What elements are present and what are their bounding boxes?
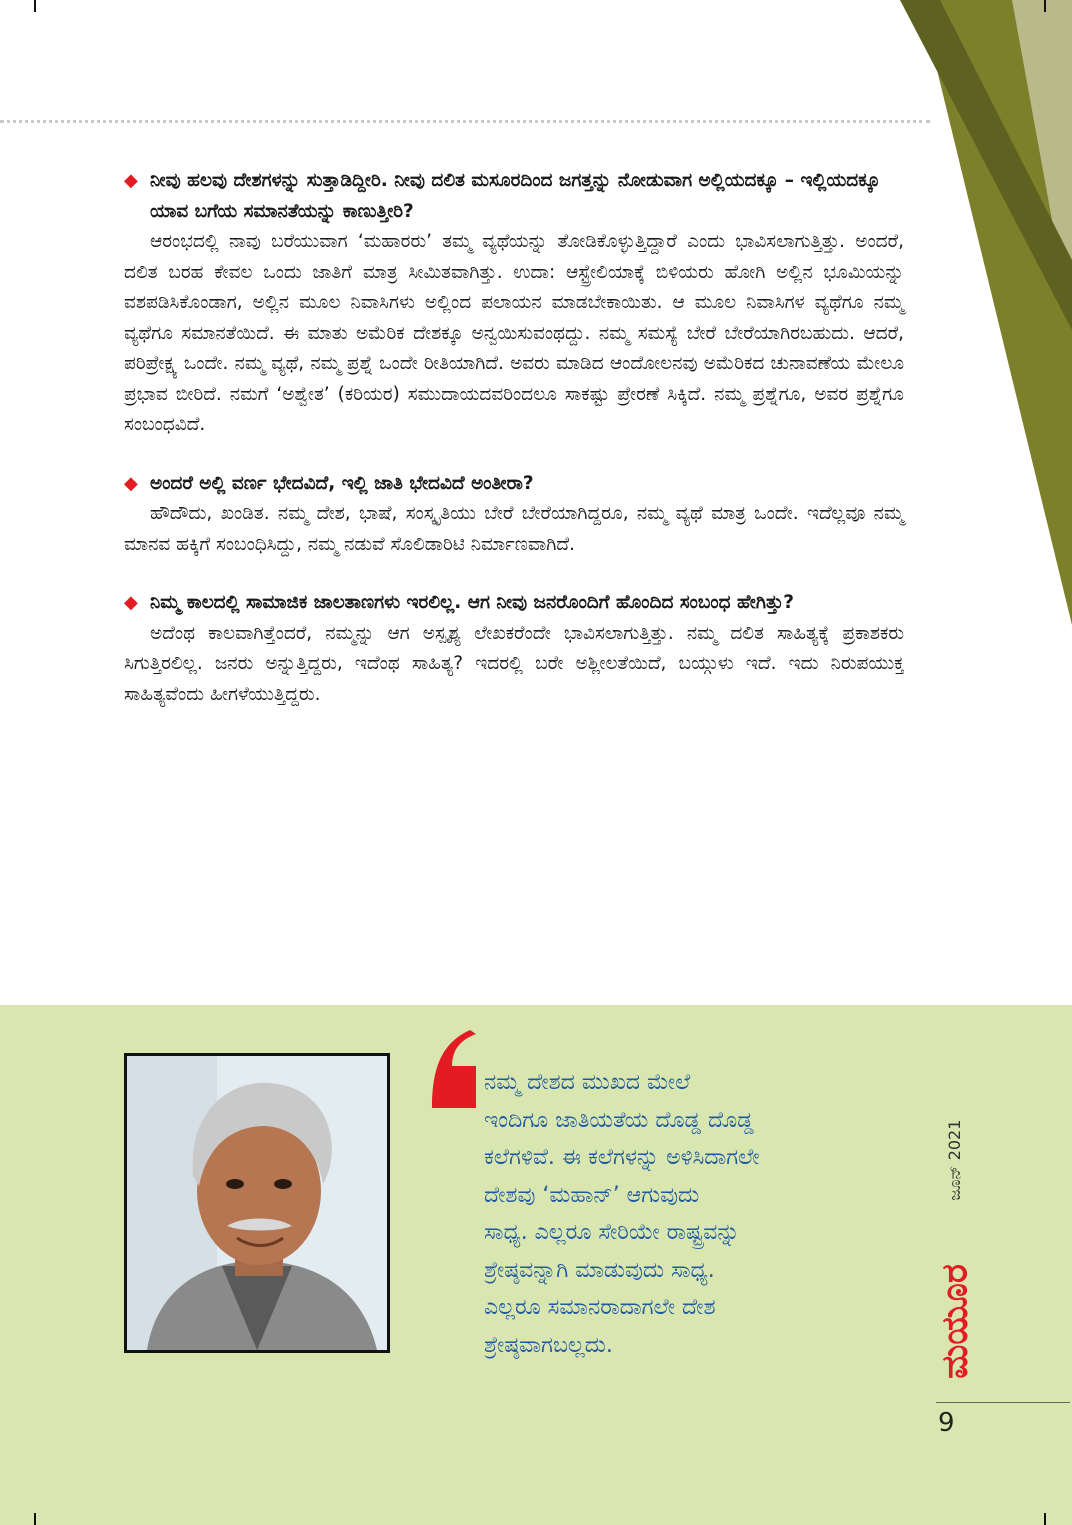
question-3-text: ನಿಮ್ಮ ಕಾಲದಲ್ಲಿ ಸಾಮಾಜಿಕ ಜಾಲತಾಣಗಳು ಇರಲಿಲ್ಲ. ಆಗ ನೀವು ಜನರೊಂದಿಗೆ ಹೊಂದಿದ ಸಂಬಂಧ ಹೇಗಿತ್ತು? xyxy=(150,592,794,613)
question-1 xyxy=(124,166,904,227)
corner-decoration xyxy=(900,0,1072,625)
page-number: 9 xyxy=(938,1408,955,1438)
crop-mark xyxy=(34,1513,36,1525)
qa-block-1 xyxy=(124,166,904,441)
pull-quote-line: ದೇಶವು ‘ಮಹಾನ್’ ಆಗುವುದು xyxy=(484,1182,700,1208)
answer-1: ಆರಂಭದಲ್ಲಿ ನಾವು ಬರೆಯುವಾಗ ‘ಮಹಾರರು’ ತಮ್ಮ ವ್ಯಥೆಯನ್ನು ತೋಡಿಕೊಳ್ಳುತ್ತಿದ್ದಾರೆ ಎಂದು ಭಾವಿಸಲಾಗುತ್ತಿತ್ತು. ಅಂದರೆ, ದಲಿತ ಬರಹ ಕೇವಲ ಒಂದು ಜಾತಿಗೆ ಮಾತ್ರ ಸೀಮಿತವಾಗಿತ್ತು. ಉದಾ: ಆಸ್ಟ್ರೇಲಿಯಾಕ್ಕೆ ಬಿಳಿಯರು ಹೋಗಿ ಅಲ್ಲಿನ ಭೂಮಿಯನ್ನು ವಶಪಡಿಸಿಕೊಂಡಾಗ, ಅಲ್ಲಿನ ಮೂಲ ನಿವಾಸಿಗಳು ಅಲ್ಲಿಂದ ಪಲಾಯನ ಮಾಡಬೇಕಾಯಿತು. ಆ ಮೂಲ ನಿವಾಸಿಗಳ ವ್ಯಥೆಗೂ ನಮ್ಮ ವ್ಯಥೆಗೂ ಸಮಾನತೆಯಿದೆ. ಈ ಮಾತು ಅಮೆರಿಕ ದೇಶಕ್ಕೂ ಅನ್ವಯಿಸುವಂಥದ್ದು. ನಮ್ಮ ಸಮಸ್ಯೆ ಬೇರೆ ಬೇರೆಯಾಗಿರಬಹುದು. ಆದರೆ, ಪರಿಪ್ರೇಕ್ಷ್ಯ ಒಂದೇ. ನಮ್ಮ ವ್ಯಥೆ, ನಮ್ಮ ಪ್ರಶ್ನೆ ಒಂದೇ ರೀತಿಯಾಗಿದೆ. ಅವರು ಮಾಡಿದ ಆಂದೋಲನವು ಅಮೆರಿಕದ ಚುನಾವಣೆಯ ಮೇಲೂ ಪ್ರಭಾವ ಬೀರಿದೆ. ನಮಗೆ ‘ಅಶ್ವೇತ’ (ಕರಿಯರ) ಸಮುದಾಯದವರಿಂದಲೂ ಸಾಕಷ್ಟು ಪ್ರೇರಣೆ ಸಿಕ್ಕಿದೆ. ನಮ್ಮ ಪ್ರಶ್ನೆಗೂ, ಅವರ ಪ್ರಶ್ನೆಗೂ ಸಂಬಂಧವಿದೆ. xyxy=(124,231,904,435)
article-body xyxy=(124,166,904,738)
pull-quote-line: ಇಂದಿಗೂ ಜಾತಿಯತೆಯ ದೊಡ್ಡ ದೊಡ್ಡ xyxy=(484,1107,754,1133)
crop-mark xyxy=(1044,1513,1046,1525)
quote-mark-icon xyxy=(430,1030,478,1108)
pull-quote-text xyxy=(484,1064,884,1364)
diamond-bullet-icon: ◆ xyxy=(124,592,138,613)
answer-3: ಅದೆಂಥ ಕಾಲವಾಗಿತ್ತೆಂದರೆ, ನಮ್ಮನ್ನು ಆಗ ಅಸ್ಪೃಶ್ಯ ಲೇಖಕರೆಂದೇ ಭಾವಿಸಲಾಗುತ್ತಿತ್ತು. ನಮ್ಮ ದಲಿತ ಸಾಹಿತ್ಯಕ್ಕೆ ಪ್ರಕಾಶಕರು ಸಿಗುತ್ತಿರಲಿಲ್ಲ. ಜನರು ಅನ್ನುತ್ತಿದ್ದರು, ಇದೆಂಥ ಸಾಹಿತ್ಯ? ಇದರಲ್ಲಿ ಬರೇ ಅಶ್ಲೀಲತೆಯಿದೆ, ಬಯ್ಗುಳು ಇದೆ. ಇದು ನಿರುಪಯುಕ್ತ ಸಾಹಿತ್ಯವೆಂದು ಹೀಗಳೆಯುತ್ತಿದ್ದರು. xyxy=(124,622,904,705)
crop-mark xyxy=(34,0,36,12)
pull-quote-line: ಶ್ರೇಷ್ಠವಾಗಬಲ್ಲದು. xyxy=(484,1332,613,1358)
pull-quote-line: ನಮ್ಮ ದೇಶದ ಮುಖದ ಮೇಲೆ xyxy=(484,1070,691,1095)
qa-block-3 xyxy=(124,588,904,710)
crop-mark xyxy=(1044,0,1046,12)
diamond-bullet-icon: ◆ xyxy=(124,170,138,191)
pull-quote-line: ಶ್ರೇಷ್ಠವನ್ನಾಗಿ ಮಾಡುವುದು ಸಾಧ್ಯ. xyxy=(484,1257,715,1283)
question-1-text: ನೀವು ಹಲವು ದೇಶಗಳನ್ನು ಸುತ್ತಾಡಿದ್ದೀರಿ. ನೀವು ದಲಿತ ಮಸೂರದಿಂದ ಜಗತ್ತನ್ನು ನೋಡುವಾಗ ಅಲ್ಲಿಯದಕ್ಕೂ – ಇಲ್ಲಿಯದಕ್ಕೂ ಯಾವ ಬಗೆಯ ಸಮಾನತೆಯನ್ನು ಕಾಣುತ್ತೀರಿ? xyxy=(150,170,881,222)
portrait-illustration xyxy=(127,1056,387,1350)
issue-date: ಜೂನ್ 2021 xyxy=(945,1119,964,1201)
question-2-text: ಅಂದರೆ ಅಲ್ಲಿ ವರ್ಣ ಭೇದವಿದೆ, ಇಲ್ಲಿ ಜಾತಿ ಭೇದವಿದೆ ಅಂತೀರಾ? xyxy=(150,472,534,494)
pull-quote-line: ಕಲೆಗಳಿವೆ. ಈ ಕಲೆಗಳನ್ನು ಅಳಿಸಿದಾಗಲೇ xyxy=(484,1145,760,1170)
diamond-bullet-icon: ◆ xyxy=(124,472,138,494)
pull-quote-line: ಎಲ್ಲರೂ ಸಮಾನರಾದಾಗಲೇ ದೇಶ xyxy=(484,1295,716,1320)
page-number-rule xyxy=(936,1402,1070,1403)
author-photo xyxy=(124,1053,390,1353)
dotted-divider xyxy=(0,120,930,123)
question-3 xyxy=(124,588,904,619)
magazine-logo: ಮಯೂರ xyxy=(933,1264,976,1379)
question-2 xyxy=(124,469,904,500)
pull-quote-line: ಸಾಧ್ಯ. ಎಲ್ಲರೂ ಸೇರಿಯೇ ರಾಷ್ಟ್ರವನ್ನು xyxy=(484,1220,740,1245)
answer-2: ಹೌದೌದು, ಖಂಡಿತ. ನಮ್ಮ ದೇಶ, ಭಾಷೆ, ಸಂಸ್ಕೃತಿಯು ಬೇರೆ ಬೇರೆಯಾಗಿದ್ದರೂ, ನಮ್ಮ ವ್ಯಥೆ ಮಾತ್ರ ಒಂದೇ. ಇದೆಲ್ಲವೂ ನಮ್ಮ ಮಾನವ ಹಕ್ಕಿಗೆ ಸಂಬಂಧಿಸಿದ್ದು, ನಮ್ಮ ನಡುವೆ ಸೊಲಿಡಾರಿಟಿ ನಿರ್ಮಾಣವಾಗಿದೆ. xyxy=(124,503,904,555)
qa-block-2 xyxy=(124,469,904,561)
